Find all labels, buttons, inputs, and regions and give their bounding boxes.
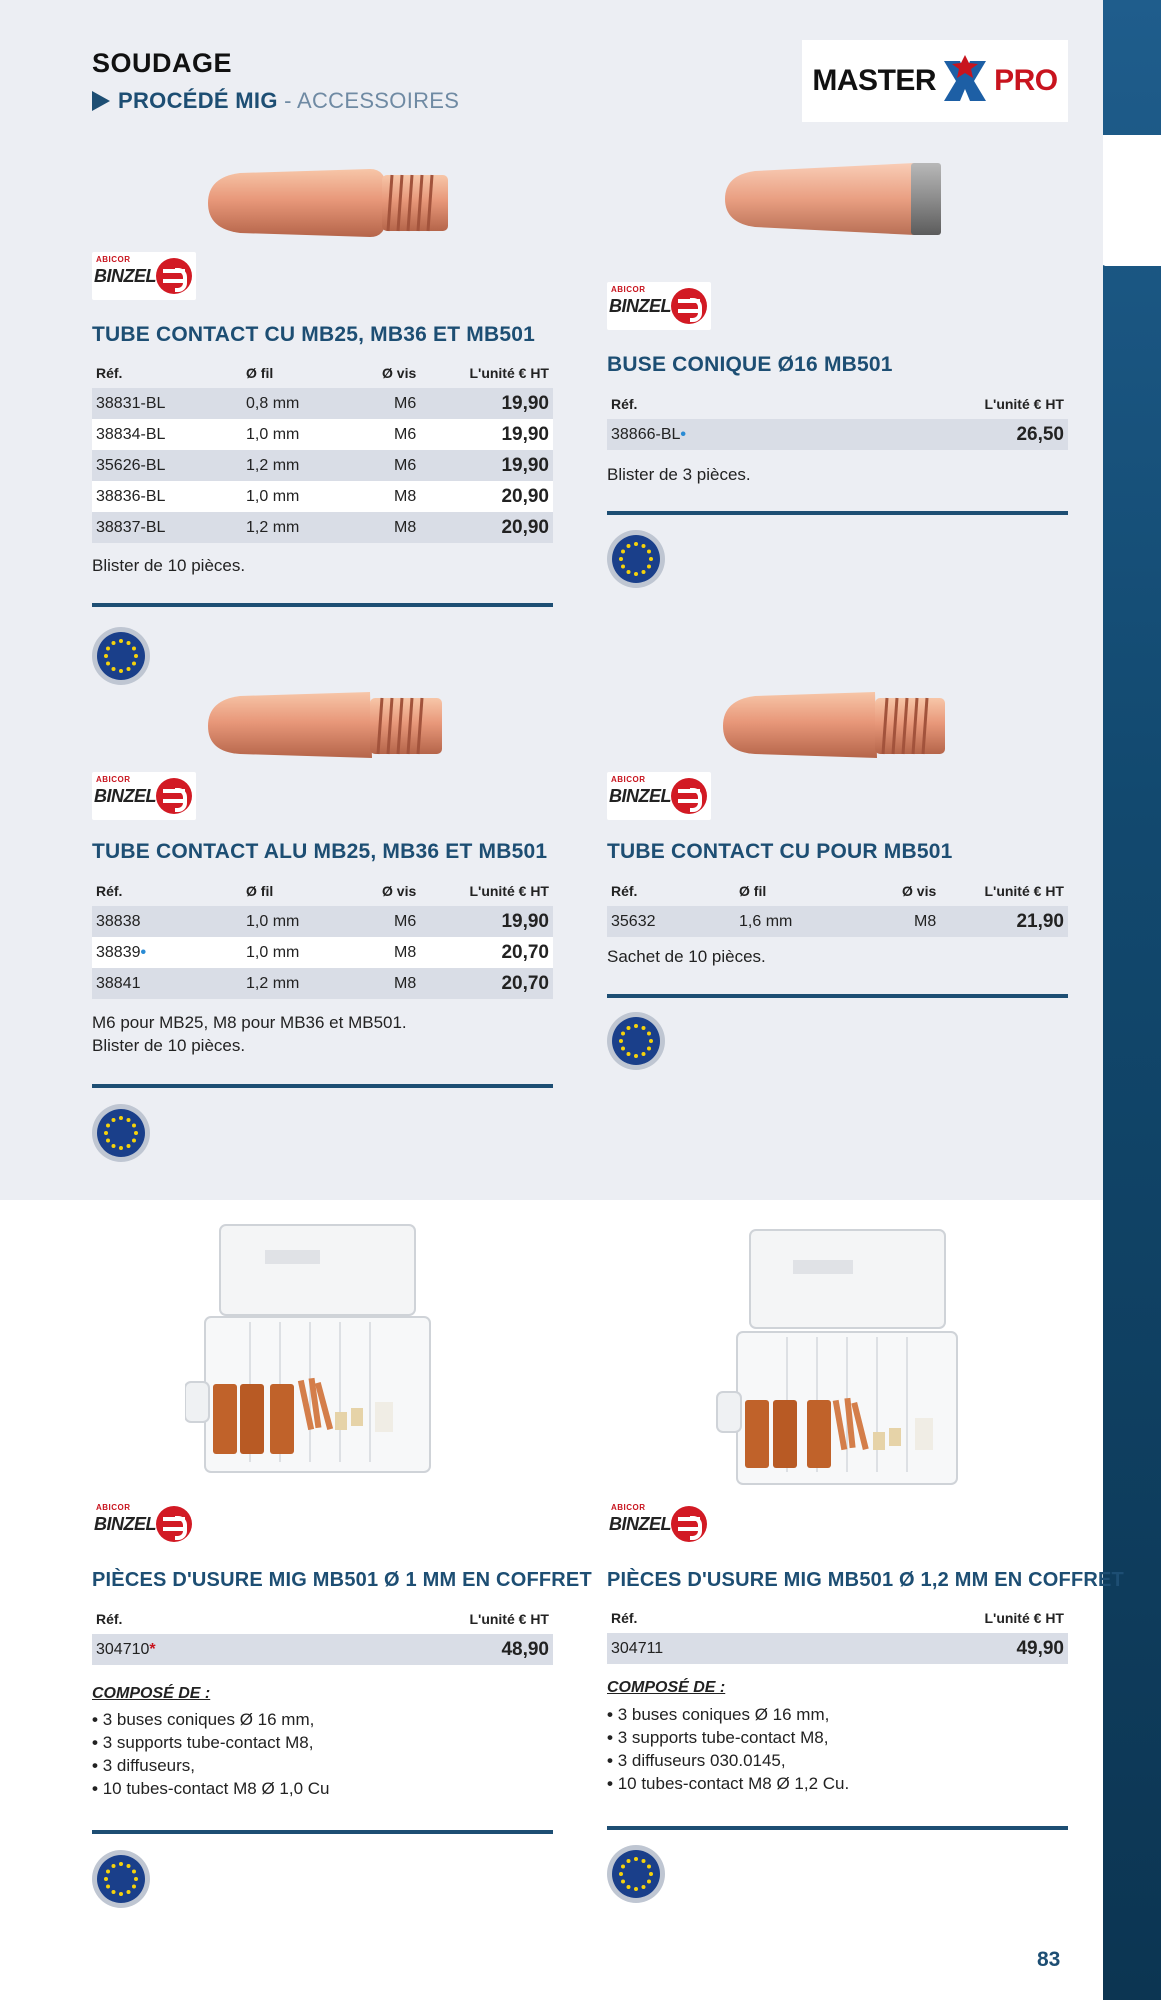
eu-star bbox=[647, 1880, 651, 1884]
cell-vis: M8 bbox=[364, 937, 454, 968]
eu-flag-icon bbox=[92, 1104, 150, 1162]
binzel-disc-icon bbox=[156, 778, 192, 814]
eu-star bbox=[106, 1139, 110, 1143]
tube-cu-image bbox=[200, 155, 460, 250]
tube-alu-note-2: Blister de 10 pièces. bbox=[92, 1036, 246, 1055]
binzel-logo bbox=[92, 772, 196, 820]
tube-alu-title: TUBE CONTACT ALU MB25, MB36 ET MB501 bbox=[92, 840, 548, 863]
cell-price: 20,90 bbox=[454, 512, 553, 543]
table-row bbox=[92, 968, 553, 999]
tube-cu-501-table bbox=[607, 876, 1068, 937]
cell-vis: M6 bbox=[364, 450, 454, 481]
cell-vis: M8 bbox=[364, 968, 454, 999]
play-arrow-icon bbox=[92, 91, 110, 111]
cell-price: 48,90 bbox=[323, 1634, 553, 1665]
cell-vis: M8 bbox=[364, 481, 454, 512]
binzel-logo bbox=[92, 252, 196, 300]
eu-star bbox=[634, 542, 638, 546]
col-ref: Réf. bbox=[611, 883, 638, 899]
cell-price: 21,90 bbox=[970, 906, 1068, 937]
eu-star bbox=[634, 1024, 638, 1028]
compose-heading: COMPOSÉ DE : bbox=[92, 1685, 211, 1702]
compose-list bbox=[607, 1703, 849, 1795]
eu-star bbox=[127, 1890, 131, 1894]
table-header-row bbox=[92, 1604, 553, 1634]
eu-star bbox=[627, 570, 631, 574]
eu-star bbox=[621, 565, 625, 569]
eu-flag-icon bbox=[92, 627, 150, 685]
cell-ref: 38837-BL bbox=[92, 512, 210, 543]
cell-price: 26,50 bbox=[838, 419, 1068, 450]
eu-star bbox=[619, 1039, 623, 1043]
divider bbox=[92, 1830, 553, 1834]
brand-small-text: ABICOR bbox=[611, 285, 646, 294]
cell-ref: 38836-BL bbox=[92, 481, 210, 512]
logo-pro-text: PRO bbox=[994, 64, 1058, 97]
cell-fil: 1,0 mm bbox=[210, 906, 364, 937]
table-row bbox=[92, 481, 553, 512]
ref-text: 38839 bbox=[96, 943, 141, 961]
eu-star bbox=[649, 1039, 653, 1043]
new-dot-mark: • bbox=[140, 943, 147, 961]
table-row bbox=[92, 937, 553, 968]
binzel-logo bbox=[607, 1500, 711, 1548]
eu-star bbox=[642, 1859, 646, 1863]
logo-master-text: MASTER bbox=[812, 64, 937, 97]
cell-price: 19,90 bbox=[454, 419, 553, 450]
eu-star bbox=[119, 1862, 123, 1866]
eu-star bbox=[621, 550, 625, 554]
divider bbox=[607, 1826, 1068, 1830]
eu-star bbox=[634, 1054, 638, 1058]
eu-star bbox=[627, 544, 631, 548]
subtitle-sep: - bbox=[277, 88, 298, 113]
eu-star bbox=[127, 667, 131, 671]
eu-star bbox=[642, 1885, 646, 1889]
list-item: • 3 supports tube-contact M8, bbox=[607, 1726, 849, 1749]
eu-star bbox=[647, 1032, 651, 1036]
cell-vis: M8 bbox=[364, 512, 454, 543]
new-dot-mark: • bbox=[680, 425, 686, 443]
cell-price: 19,90 bbox=[454, 388, 553, 419]
col-ref: Réf. bbox=[96, 365, 123, 381]
table-row bbox=[607, 419, 1068, 450]
eu-star bbox=[104, 654, 108, 658]
brand-big-text: BINZEL bbox=[94, 786, 156, 806]
ref-text: 304710 bbox=[96, 1640, 150, 1658]
list-item: • 3 diffuseurs, bbox=[92, 1754, 329, 1777]
table-row bbox=[92, 906, 553, 937]
table-row bbox=[92, 1634, 553, 1665]
eu-star bbox=[619, 1872, 623, 1876]
col-price: L'unité € HT bbox=[984, 1610, 1064, 1626]
eu-star bbox=[627, 1885, 631, 1889]
table-row bbox=[92, 512, 553, 543]
eu-star bbox=[634, 1887, 638, 1891]
eu-star bbox=[642, 1052, 646, 1056]
col-vis: Ø vis bbox=[902, 883, 937, 899]
eu-star bbox=[132, 662, 136, 666]
brand-small-text: ABICOR bbox=[611, 775, 646, 784]
tube-cu-table bbox=[92, 358, 553, 543]
coffret-12mm-image bbox=[715, 1222, 975, 1492]
table-row bbox=[92, 450, 553, 481]
cell-vis: M6 bbox=[364, 388, 454, 419]
cell-price: 19,90 bbox=[454, 450, 553, 481]
cell-ref: 35632 bbox=[607, 906, 725, 937]
cell-fil: 1,2 mm bbox=[210, 512, 364, 543]
eu-star bbox=[112, 667, 116, 671]
cell-fil: 1,2 mm bbox=[210, 450, 364, 481]
binzel-disc-icon bbox=[671, 778, 707, 814]
col-price: L'unité € HT bbox=[469, 365, 549, 381]
cell-fil: 1,0 mm bbox=[210, 937, 364, 968]
table-header-row bbox=[607, 876, 1068, 906]
binzel-logo bbox=[607, 772, 711, 820]
tube-alu-table bbox=[92, 876, 553, 999]
list-item: • 10 tubes-contact M8 Ø 1,0 Cu bbox=[92, 1777, 329, 1800]
buse-title: BUSE CONIQUE Ø16 MB501 bbox=[607, 353, 893, 376]
eu-star bbox=[127, 1144, 131, 1148]
eu-star bbox=[621, 1880, 625, 1884]
buse-table bbox=[607, 389, 1068, 450]
eu-star bbox=[634, 1857, 638, 1861]
divider bbox=[92, 1084, 553, 1088]
col-ref: Réf. bbox=[611, 396, 638, 412]
cell-price: 49,90 bbox=[838, 1633, 1068, 1664]
col-vis: Ø vis bbox=[382, 365, 417, 381]
eu-star bbox=[106, 647, 110, 651]
eu-star bbox=[104, 1131, 108, 1135]
ref-text: 38838 bbox=[96, 912, 141, 930]
eu-star bbox=[642, 570, 646, 574]
cell-ref: 38831-BL bbox=[92, 388, 210, 419]
cell-ref: 38834-BL bbox=[92, 419, 210, 450]
eu-star bbox=[649, 1872, 653, 1876]
brand-big-text: BINZEL bbox=[609, 1514, 671, 1534]
divider bbox=[607, 994, 1068, 998]
tube-cu-501-image bbox=[715, 680, 955, 770]
page-subtitle bbox=[92, 88, 459, 114]
eu-star bbox=[106, 662, 110, 666]
asterisk-mark: * bbox=[149, 1640, 156, 1658]
binzel-disc-icon bbox=[156, 258, 192, 294]
binzel-disc-icon bbox=[671, 1506, 707, 1542]
table-header-row bbox=[607, 389, 1068, 419]
eu-star bbox=[112, 1890, 116, 1894]
eu-star bbox=[642, 1026, 646, 1030]
eu-star bbox=[119, 669, 123, 673]
eu-star bbox=[132, 1124, 136, 1128]
brand-big-text: BINZEL bbox=[94, 1514, 156, 1534]
compose-heading: COMPOSÉ DE : bbox=[607, 1679, 726, 1696]
list-item: • 3 diffuseurs 030.0145, bbox=[607, 1749, 849, 1772]
divider bbox=[92, 603, 553, 607]
cell-ref: 35626-BL bbox=[92, 450, 210, 481]
eu-star bbox=[127, 1864, 131, 1868]
col-ref: Réf. bbox=[96, 883, 123, 899]
table-row bbox=[607, 906, 1068, 937]
binzel-disc-icon bbox=[156, 1506, 192, 1542]
cell-ref bbox=[607, 419, 838, 450]
binzel-logo bbox=[607, 282, 711, 330]
eu-star bbox=[132, 1870, 136, 1874]
cell-price: 19,90 bbox=[454, 906, 553, 937]
ref-text: 38866-BL bbox=[611, 425, 681, 443]
eu-star bbox=[621, 1865, 625, 1869]
coffret-1-title: PIÈCES D'USURE MIG MB501 Ø 1 MM EN COFFRET bbox=[92, 1569, 592, 1591]
col-fil: Ø fil bbox=[246, 883, 274, 899]
buse-conique-image bbox=[715, 155, 955, 245]
col-price: L'unité € HT bbox=[469, 1611, 549, 1627]
eu-star bbox=[647, 1047, 651, 1051]
eu-star bbox=[649, 557, 653, 561]
eu-star bbox=[119, 1146, 123, 1150]
list-item: • 10 tubes-contact M8 Ø 1,2 Cu. bbox=[607, 1772, 849, 1795]
eu-star bbox=[104, 1877, 108, 1881]
tube-cu-title: TUBE CONTACT CU MB25, MB36 ET MB501 bbox=[92, 323, 535, 346]
cell-price: 20,70 bbox=[454, 968, 553, 999]
col-price: L'unité € HT bbox=[984, 883, 1064, 899]
cell-price: 20,90 bbox=[454, 481, 553, 512]
eu-star bbox=[112, 1144, 116, 1148]
tube-cu-note: Blister de 10 pièces. bbox=[92, 556, 246, 575]
eu-star bbox=[106, 1124, 110, 1128]
eu-star bbox=[647, 550, 651, 554]
tube-alu-image bbox=[200, 680, 450, 770]
star-x-icon bbox=[940, 55, 990, 107]
col-ref: Réf. bbox=[96, 1611, 123, 1627]
col-ref: Réf. bbox=[611, 1610, 638, 1626]
side-tab-notch bbox=[1103, 135, 1161, 265]
eu-star bbox=[642, 544, 646, 548]
table-header-row bbox=[92, 876, 553, 906]
table-row bbox=[607, 1633, 1068, 1664]
brand-big-text: BINZEL bbox=[609, 786, 671, 806]
table-row bbox=[92, 388, 553, 419]
eu-star bbox=[132, 1885, 136, 1889]
brand-big-text: BINZEL bbox=[609, 296, 671, 316]
col-fil: Ø fil bbox=[246, 365, 274, 381]
cell-vis: M8 bbox=[880, 906, 970, 937]
subtitle-main: PROCÉDÉ MIG bbox=[118, 88, 278, 113]
subtitle-light: ACCESSOIRES bbox=[297, 88, 460, 113]
cell-ref: 304711 bbox=[607, 1633, 838, 1664]
eu-star bbox=[127, 641, 131, 645]
eu-star bbox=[647, 1865, 651, 1869]
coffret-2-table bbox=[607, 1603, 1068, 1664]
brand-small-text: ABICOR bbox=[96, 1503, 131, 1512]
eu-star bbox=[132, 1139, 136, 1143]
eu-star bbox=[106, 1885, 110, 1889]
cell-ref bbox=[92, 1634, 323, 1665]
coffret-2-title: PIÈCES D'USURE MIG MB501 Ø 1,2 MM EN COFFRET bbox=[607, 1569, 1124, 1591]
divider bbox=[607, 511, 1068, 515]
buse-note: Blister de 3 pièces. bbox=[607, 465, 751, 484]
tube-cu-501-note: Sachet de 10 pièces. bbox=[607, 947, 766, 966]
cell-ref bbox=[92, 906, 210, 937]
compose-list bbox=[92, 1708, 329, 1800]
side-band bbox=[1103, 0, 1161, 2000]
cell-vis: M6 bbox=[364, 906, 454, 937]
binzel-logo bbox=[92, 1500, 196, 1548]
binzel-disc-icon bbox=[671, 288, 707, 324]
page-title: SOUDAGE bbox=[92, 48, 233, 78]
table-row bbox=[92, 419, 553, 450]
cell-fil: 0,8 mm bbox=[210, 388, 364, 419]
page-number: 83 bbox=[1037, 1948, 1061, 1971]
masterpro-logo bbox=[802, 40, 1068, 122]
cell-fil: 1,0 mm bbox=[210, 481, 364, 512]
brand-small-text: ABICOR bbox=[611, 1503, 646, 1512]
table-header-row bbox=[607, 1603, 1068, 1633]
eu-star bbox=[627, 1859, 631, 1863]
cell-vis: M6 bbox=[364, 419, 454, 450]
eu-star bbox=[106, 1870, 110, 1874]
eu-star bbox=[112, 1864, 116, 1868]
cell-ref bbox=[92, 968, 210, 999]
tube-alu-note-1: M6 pour MB25, M8 pour MB36 et MB501. bbox=[92, 1013, 407, 1032]
eu-star bbox=[119, 1892, 123, 1896]
table-header-row bbox=[92, 358, 553, 388]
eu-flag-icon bbox=[607, 530, 665, 588]
eu-star bbox=[132, 647, 136, 651]
eu-star bbox=[134, 1131, 138, 1135]
brand-small-text: ABICOR bbox=[96, 255, 131, 264]
col-vis: Ø vis bbox=[382, 883, 417, 899]
coffret-1-table bbox=[92, 1604, 553, 1665]
col-price: L'unité € HT bbox=[469, 883, 549, 899]
eu-star bbox=[134, 1877, 138, 1881]
brand-small-text: ABICOR bbox=[96, 775, 131, 784]
eu-flag-icon bbox=[607, 1845, 665, 1903]
coffret-1mm-image bbox=[185, 1222, 450, 1477]
eu-star bbox=[119, 639, 123, 643]
eu-star bbox=[127, 1118, 131, 1122]
eu-star bbox=[627, 1026, 631, 1030]
list-item: • 3 buses coniques Ø 16 mm, bbox=[92, 1708, 329, 1731]
col-price: L'unité € HT bbox=[984, 396, 1064, 412]
cell-fil: 1,6 mm bbox=[725, 906, 880, 937]
list-item: • 3 buses coniques Ø 16 mm, bbox=[607, 1703, 849, 1726]
eu-star bbox=[134, 654, 138, 658]
col-fil: Ø fil bbox=[739, 883, 767, 899]
eu-star bbox=[634, 572, 638, 576]
tube-cu-501-title: TUBE CONTACT CU POUR MB501 bbox=[607, 840, 953, 863]
cell-fil: 1,2 mm bbox=[210, 968, 364, 999]
brand-big-text: BINZEL bbox=[94, 266, 156, 286]
eu-flag-icon bbox=[92, 1850, 150, 1908]
ref-text: 38841 bbox=[96, 974, 141, 992]
cell-ref bbox=[92, 937, 210, 968]
eu-flag-icon bbox=[607, 1012, 665, 1070]
eu-star bbox=[627, 1052, 631, 1056]
eu-star bbox=[112, 1118, 116, 1122]
cell-price: 20,70 bbox=[454, 937, 553, 968]
eu-star bbox=[119, 1116, 123, 1120]
eu-star bbox=[619, 557, 623, 561]
cell-fil: 1,0 mm bbox=[210, 419, 364, 450]
eu-star bbox=[621, 1047, 625, 1051]
eu-star bbox=[647, 565, 651, 569]
eu-star bbox=[112, 641, 116, 645]
list-item: • 3 supports tube-contact M8, bbox=[92, 1731, 329, 1754]
eu-star bbox=[621, 1032, 625, 1036]
